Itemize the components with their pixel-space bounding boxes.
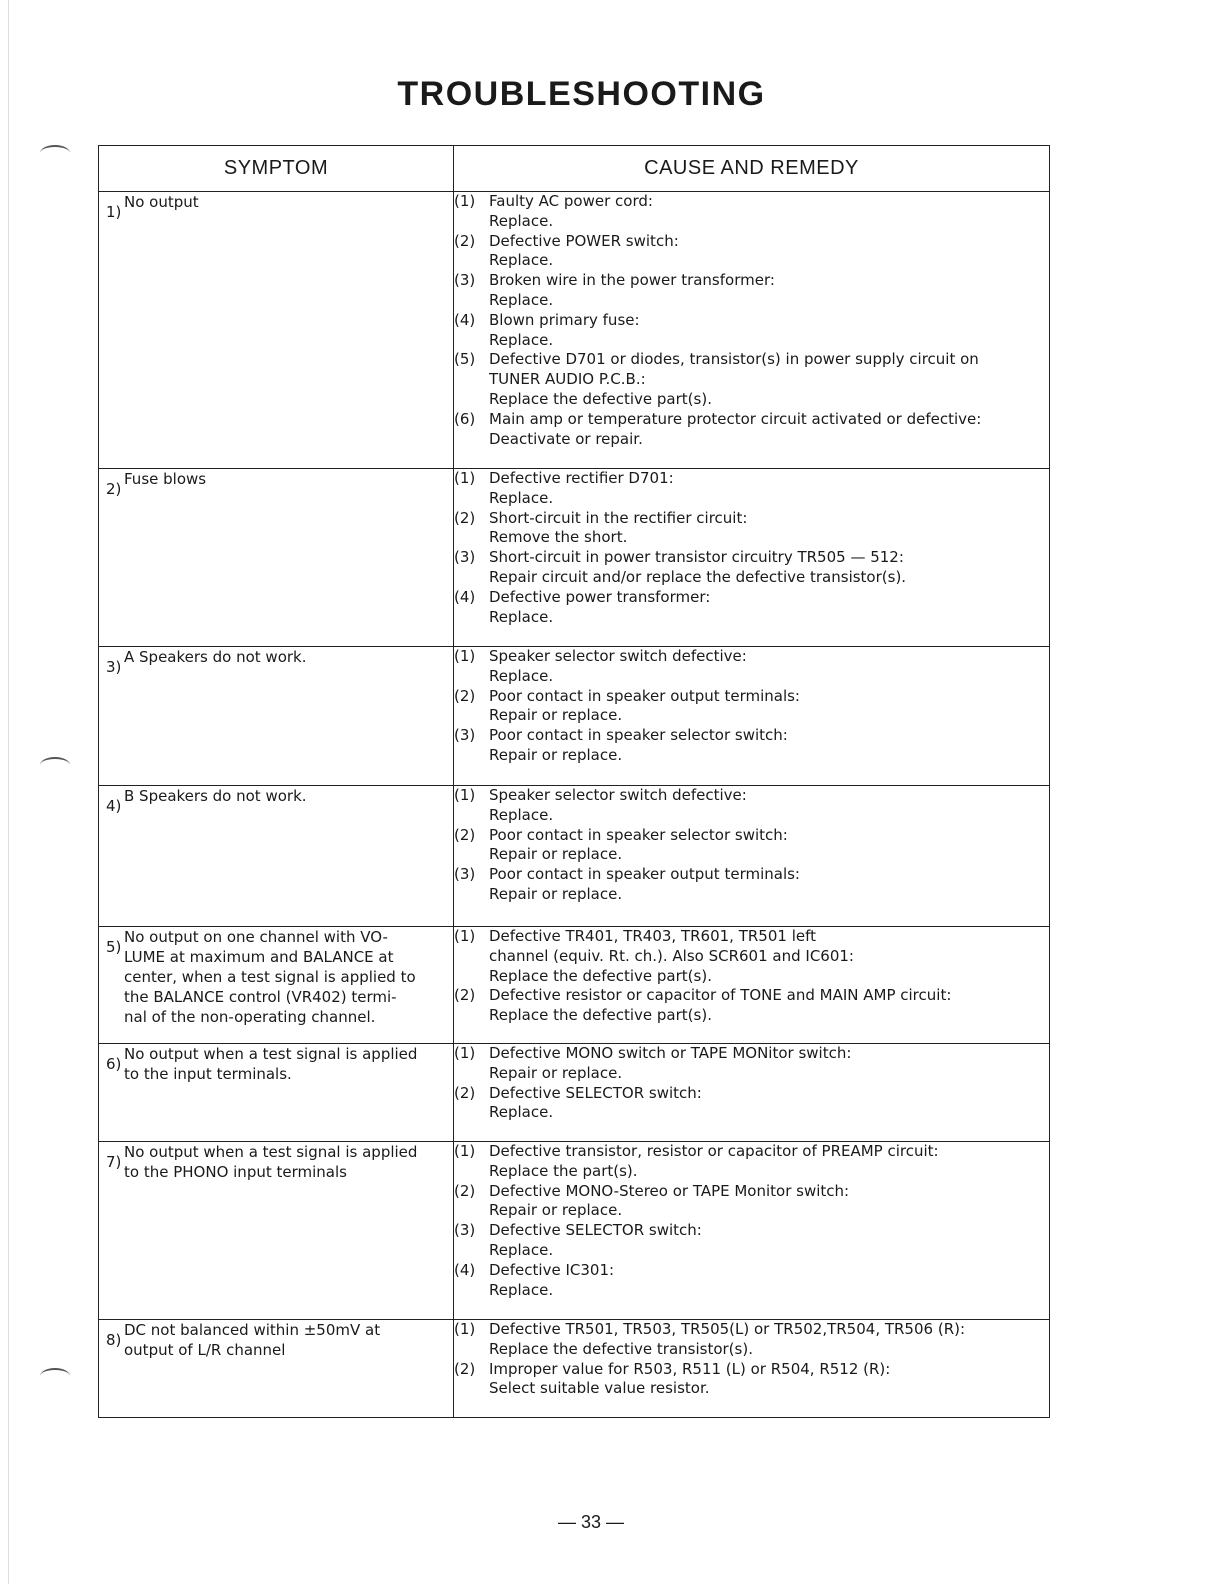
cause-item (454, 1142, 1049, 1182)
cause-item (454, 1320, 1049, 1360)
cause-remedy-cell (454, 647, 1050, 786)
cause-number: (2) (454, 825, 476, 844)
cause-number: (3) (454, 726, 476, 745)
cause-text (489, 647, 1049, 687)
symptom-cell (99, 647, 454, 786)
cause-line: Defective rectifier D701: (489, 469, 674, 487)
cause-number: (3) (454, 271, 476, 290)
cause-text (489, 1182, 1049, 1222)
cause-remedy-cell (454, 1320, 1050, 1418)
cause-item (454, 1221, 1049, 1261)
remedy-line: Repair or replace. (489, 884, 623, 903)
symptom-text: No output (124, 193, 199, 211)
cause-remedy-header: CAUSE AND REMEDY (454, 146, 1050, 192)
cause-item (454, 548, 1049, 588)
remedy-line: Replace the defective part(s). (489, 1006, 712, 1025)
remedy-line: Replace. (489, 290, 554, 309)
cause-item (454, 232, 1049, 272)
remedy-line: Repair or replace. (489, 845, 623, 864)
cause-text (489, 232, 1049, 272)
symptom-cell (99, 1142, 454, 1320)
cause-number: (1) (454, 192, 476, 210)
cause-number: (1) (454, 1142, 476, 1160)
remedy-line: Replace. (489, 607, 554, 626)
cause-item (454, 1182, 1049, 1222)
cause-line: Defective SELECTOR switch: (489, 1221, 702, 1240)
cause-number: (1) (454, 469, 476, 487)
cause-item (454, 588, 1049, 628)
cause-text (489, 1360, 1049, 1400)
cause-line: Defective SELECTOR switch: (489, 1083, 702, 1102)
cause-line: Speaker selector switch defective: (489, 786, 747, 804)
remedy-line: Replace. (489, 1240, 554, 1259)
remedy-line: Repair or replace. (489, 706, 623, 725)
remedy-line: Repair circuit and/or replace the defective transistor(s). (489, 567, 907, 586)
cause-remedy-cell (454, 1142, 1050, 1320)
table-row (99, 647, 1050, 786)
cause-line: Defective transistor, resistor or capacitor of PREAMP circuit: (489, 1142, 939, 1160)
cause-number: (3) (454, 865, 476, 884)
cause-text (489, 469, 1049, 509)
cause-text (489, 588, 1049, 628)
symptom-number: 8) (106, 1331, 122, 1349)
remedy-line: TUNER AUDIO P.C.B.: (489, 370, 646, 389)
cause-number: (1) (454, 1044, 476, 1062)
cause-line: Defective resistor or capacitor of TONE and MAIN AMP circuit: (489, 986, 952, 1005)
cause-item (454, 927, 1049, 986)
cause-remedy-cell (454, 192, 1050, 469)
remedy-line: channel (equiv. Rt. ch.). Also SCR601 and IC601: (489, 946, 854, 965)
cause-number: (2) (454, 1083, 476, 1102)
cause-line: Poor contact in speaker output terminals: (489, 865, 800, 884)
symptom-text: No output when a test signal is applied to the input terminals. (124, 1045, 418, 1083)
cause-text (489, 687, 1049, 727)
remedy-line: Replace. (489, 1103, 554, 1122)
remedy-line: Replace the defective part(s). (489, 966, 712, 985)
cause-line: Defective MONO-Stereo or TAPE Monitor switch: (489, 1181, 850, 1200)
symptom-cell (99, 1320, 454, 1418)
page-edge-line (8, 0, 9, 1584)
cause-item (454, 271, 1049, 311)
cause-text (489, 1044, 1049, 1084)
cause-line: Defective MONO switch or TAPE MONitor switch: (489, 1044, 852, 1062)
cause-text (489, 192, 1049, 232)
page-title: TROUBLESHOOTING (397, 75, 766, 113)
cause-line: Speaker selector switch defective: (489, 647, 747, 665)
remedy-line: Replace. (489, 251, 554, 270)
symptom-number: 7) (106, 1153, 122, 1171)
table-row (99, 1044, 1050, 1142)
cause-number: (1) (454, 927, 476, 945)
remedy-line: Repair or replace. (489, 1063, 623, 1082)
table-row (99, 927, 1050, 1044)
remedy-line: Remove the short. (489, 528, 628, 547)
cause-text (489, 271, 1049, 311)
cause-text (489, 548, 1049, 588)
symptom-number: 2) (106, 480, 122, 498)
symptom-cell (99, 192, 454, 469)
cause-number: (4) (454, 1260, 476, 1279)
remedy-line: Replace the defective part(s). (489, 389, 712, 408)
cause-remedy-cell (454, 786, 1050, 927)
cause-text (489, 927, 1049, 986)
cause-item (454, 192, 1049, 232)
remedy-line: Select suitable value resistor. (489, 1379, 710, 1398)
cause-number: (2) (454, 1359, 476, 1378)
binder-hole-mark (40, 1368, 70, 1384)
cause-number: (2) (454, 231, 476, 250)
symptom-number: 4) (106, 797, 122, 815)
cause-item (454, 865, 1049, 905)
cause-item (454, 469, 1049, 509)
cause-line: Improper value for R503, R511 (L) or R504, R512 (R): (489, 1359, 891, 1378)
cause-item (454, 350, 1049, 409)
table-row (99, 786, 1050, 927)
cause-text (489, 1320, 1049, 1360)
cause-number: (1) (454, 786, 476, 804)
symptom-text: No output when a test signal is applied to the PHONO input terminals (124, 1143, 418, 1181)
symptom-cell (99, 1044, 454, 1142)
remedy-line: Deactivate or repair. (489, 429, 643, 448)
table-header-row (99, 146, 1050, 192)
remedy-line: Replace. (489, 666, 554, 685)
symptom-number: 5) (106, 938, 122, 956)
symptom-text: No output on one channel with VO- LUME at maximum and BALANCE at center, when a test signal is applied to the BALANCE control (VR402) termi- nal of the non-operating channel. (124, 928, 416, 1026)
cause-number: (4) (454, 587, 476, 606)
symptom-header: SYMPTOM (99, 146, 454, 192)
cause-text (489, 350, 1049, 409)
cause-text (489, 410, 1049, 450)
remedy-line: Replace. (489, 211, 554, 230)
table-body (99, 192, 1050, 1418)
remedy-line: Replace the defective transistor(s). (489, 1339, 753, 1358)
symptom-text: Fuse blows (124, 470, 207, 488)
cause-item (454, 687, 1049, 727)
cause-item (454, 1084, 1049, 1124)
cause-text (489, 726, 1049, 766)
symptom-text: B Speakers do not work. (124, 787, 307, 805)
cause-line: Short-circuit in the rectifier circuit: (489, 508, 748, 527)
remedy-line: Repair or replace. (489, 1201, 623, 1220)
remedy-line: Replace. (489, 805, 554, 824)
symptom-text: DC not balanced within ±50mV at output of L/R channel (124, 1321, 381, 1359)
table-row (99, 1320, 1050, 1418)
symptom-number: 1) (106, 203, 122, 221)
cause-line: Broken wire in the power transformer: (489, 271, 775, 290)
cause-line: Poor contact in speaker output terminals: (489, 686, 800, 705)
cause-line: Defective IC301: (489, 1260, 615, 1279)
remedy-line: Replace. (489, 330, 554, 349)
cause-item (454, 410, 1049, 450)
binder-hole-mark (40, 757, 70, 773)
cause-number: (4) (454, 310, 476, 329)
cause-item (454, 509, 1049, 549)
symptom-cell (99, 469, 454, 647)
table-row (99, 469, 1050, 647)
cause-number: (6) (454, 409, 476, 428)
cause-line: Defective TR401, TR403, TR601, TR501 left (489, 927, 816, 945)
cause-line: Main amp or temperature protector circuit activated or defective: (489, 409, 982, 428)
cause-text (489, 1261, 1049, 1301)
cause-text (489, 509, 1049, 549)
cause-text (489, 865, 1049, 905)
cause-line: Defective TR501, TR503, TR505(L) or TR502,TR504, TR506 (R): (489, 1320, 966, 1338)
cause-line: Poor contact in speaker selector switch: (489, 726, 788, 745)
cause-line: Short-circuit in power transistor circuitry TR505 — 512: (489, 548, 904, 567)
cause-text (489, 311, 1049, 351)
cause-item (454, 986, 1049, 1026)
remedy-line: Replace the part(s). (489, 1161, 638, 1180)
cause-item (454, 1360, 1049, 1400)
cause-text (489, 986, 1049, 1026)
cause-line: Defective power transformer: (489, 587, 711, 606)
cause-text (489, 826, 1049, 866)
cause-line: Blown primary fuse: (489, 310, 640, 329)
table-row (99, 192, 1050, 469)
cause-number: (2) (454, 1181, 476, 1200)
cause-text (489, 786, 1049, 826)
remedy-line: Replace. (489, 488, 554, 507)
cause-number: (5) (454, 350, 476, 369)
cause-number: (3) (454, 1221, 476, 1240)
cause-remedy-cell (454, 469, 1050, 647)
symptom-number: 3) (106, 658, 122, 676)
troubleshooting-table (98, 145, 1050, 1418)
cause-remedy-cell (454, 1044, 1050, 1142)
cause-number: (2) (454, 508, 476, 527)
cause-item (454, 1261, 1049, 1301)
cause-item (454, 647, 1049, 687)
cause-item (454, 786, 1049, 826)
symptom-cell (99, 927, 454, 1044)
cause-line: Poor contact in speaker selector switch: (489, 825, 788, 844)
cause-number: (2) (454, 686, 476, 705)
remedy-line: Replace. (489, 1280, 554, 1299)
cause-item (454, 1044, 1049, 1084)
cause-text (489, 1221, 1049, 1261)
cause-number: (1) (454, 1320, 476, 1338)
cause-item (454, 311, 1049, 351)
cause-line: Defective D701 or diodes, transistor(s) in power supply circuit on (489, 350, 979, 369)
binder-hole-mark (40, 145, 70, 161)
cause-line: Faulty AC power cord: (489, 192, 653, 210)
symptom-number: 6) (106, 1055, 122, 1073)
cause-number: (2) (454, 986, 476, 1005)
page-number: — 33 — (557, 1512, 625, 1532)
cause-remedy-cell (454, 927, 1050, 1044)
symptom-text: A Speakers do not work. (124, 648, 307, 666)
cause-item (454, 826, 1049, 866)
cause-number: (3) (454, 548, 476, 567)
cause-number: (1) (454, 647, 476, 665)
cause-item (454, 726, 1049, 766)
cause-text (489, 1084, 1049, 1124)
symptom-cell (99, 786, 454, 927)
remedy-line: Repair or replace. (489, 745, 623, 764)
cause-text (489, 1142, 1049, 1182)
table-row (99, 1142, 1050, 1320)
cause-line: Defective POWER switch: (489, 231, 679, 250)
